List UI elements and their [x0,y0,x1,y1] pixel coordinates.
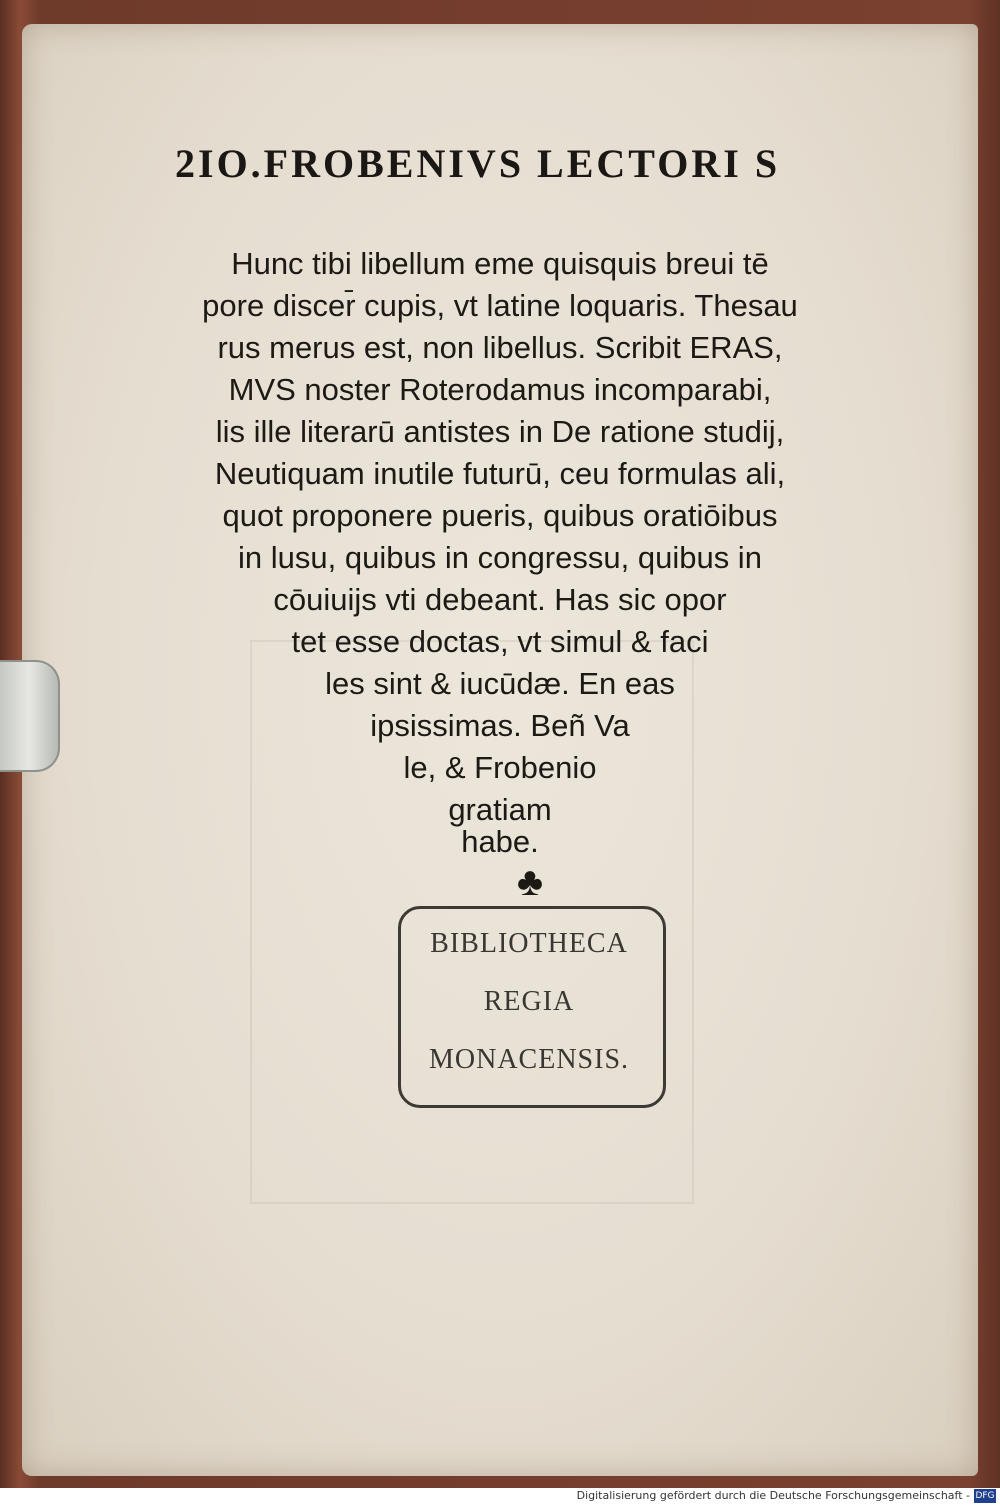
text-line-4: MVS noster Roterodamus incomparabi, [228,372,772,407]
stamp-line-2: REGIA [483,986,575,1017]
dfg-logo-icon: DFG [975,1491,995,1501]
text-line-12: ipsissimas. Beñ Va [370,708,630,743]
text-line-9: cōuiuijs vti debeant. Has sic opor [273,582,727,617]
text-line-6: Neutiquam inutile futurū, ceu formulas ali, [214,456,786,491]
text-line-5: lis ille literarū antistes in De ratione studij, [215,414,785,449]
text-line-2: pore discer̄ cupis, vt latine loquaris. Thesau [202,288,798,323]
text-line-10: tet esse doctas, vt simul & faci [291,624,709,659]
funding-notice: Digitalisierung gefördert durch die Deutsche Forschungsgemeinschaft - [576,1489,970,1502]
text-line-15: habe. [461,824,539,859]
text-line-1: Hunc tibi libellum eme quisquis breui tē [231,246,769,281]
stamp-line-1: BIBLIOTHECA [430,928,628,959]
text-line-8: in lusu, quibus in congressu, quibus in [238,540,762,575]
text-line-7: quot proponere pueris, quibus oratiōibus [222,498,778,533]
text-line-3: rus merus est, non libellus. Scribit ERAS, [217,330,783,365]
text-line-14: gratiam [448,792,552,827]
text-line-11: les sint & iucūdæ. En eas [325,666,675,701]
stamp-line-3: MONACENSIS. [428,1044,630,1075]
page-heading: 2IO.FROBENIVS LECTORI S [175,141,781,186]
club-ornament-icon: ♣ [516,859,544,904]
text-line-13: le, & Frobenio [403,750,597,785]
